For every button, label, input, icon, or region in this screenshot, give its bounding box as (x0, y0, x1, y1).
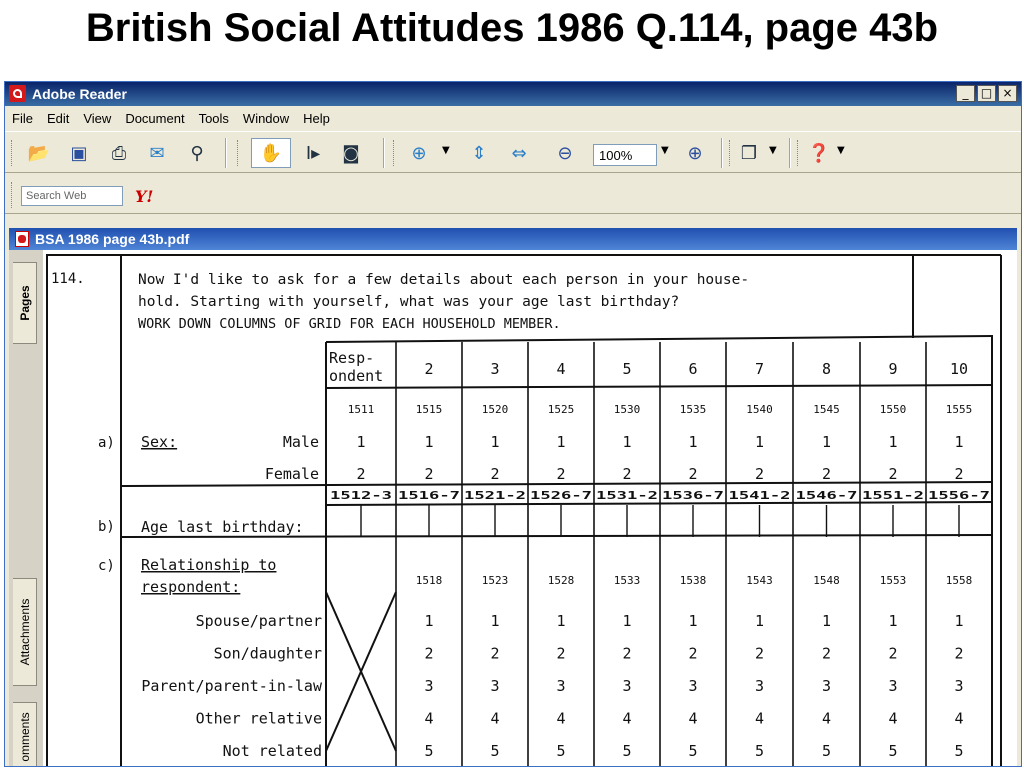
age-code: 1551-2 (862, 489, 924, 502)
fit-width-icon[interactable]: ⇔ (511, 142, 527, 164)
relationship-value: 2 (954, 644, 964, 663)
relationship-value: 4 (622, 709, 632, 728)
relationship-value: 3 (622, 677, 632, 695)
save-icon[interactable]: ▣ (70, 142, 88, 164)
chevron-down-icon[interactable]: ▼ (837, 145, 845, 156)
female-code: 2 (356, 465, 366, 483)
minimize-button[interactable]: _ (956, 85, 975, 102)
column-header: 9 (888, 360, 898, 378)
menu-document[interactable]: Document (125, 111, 185, 126)
female-code: 2 (490, 465, 500, 483)
male-code: 1 (888, 433, 898, 451)
relationship-value: 2 (622, 644, 632, 663)
toolbar-grip[interactable] (11, 140, 15, 166)
document-title: BSA 1986 page 43b.pdf (35, 231, 190, 247)
app-title: Adobe Reader (32, 86, 127, 102)
relationship-value: 5 (490, 742, 500, 760)
relationship-value: 3 (490, 677, 500, 695)
male-code: 1 (356, 433, 366, 451)
sex-heading: Sex: (141, 433, 178, 451)
age-code: 1541-2 (728, 489, 791, 502)
email-icon[interactable]: ✉ (149, 142, 165, 164)
male-code: 1 (556, 433, 566, 451)
male-code: 1 (954, 433, 964, 451)
male-label: Male (282, 433, 319, 451)
female-label: Female (264, 465, 319, 483)
age-code: 1512-3 (330, 489, 392, 502)
relationship-value: 4 (888, 709, 898, 728)
female-code: 2 (556, 465, 566, 483)
relationship-code: 1558 (945, 574, 973, 587)
navigation-pane (9, 250, 44, 766)
toolbar-grip[interactable] (729, 140, 733, 166)
relationship-value: 3 (888, 677, 898, 695)
relationship-code: 1553 (879, 574, 907, 587)
relationship-value: 5 (954, 742, 964, 760)
relationship-label: Spouse/partner (195, 612, 322, 630)
snapshot-tool-icon[interactable]: ◙ (342, 142, 360, 164)
male-code: 1 (622, 433, 632, 451)
female-code: 2 (954, 465, 964, 483)
relationship-code: 1533 (613, 574, 641, 587)
hand-tool-icon[interactable]: ✋ (251, 138, 291, 168)
relationship-value: 5 (688, 742, 698, 760)
female-code: 2 (754, 465, 765, 483)
age-code: 1526-7 (530, 489, 592, 502)
adobe-reader-logo-icon (9, 85, 26, 102)
relationship-value: 1 (954, 612, 964, 630)
relationship-label: Son/daughter (213, 644, 322, 663)
relationship-code: 1528 (547, 574, 575, 587)
sex-code: 1525 (547, 403, 575, 416)
sex-code: 1535 (679, 403, 707, 416)
relationship-label: Parent/parent-in-law (141, 677, 322, 695)
relationship-code: 1543 (746, 574, 773, 587)
yahoo-icon[interactable]: Y! (135, 187, 154, 206)
relationship-value: 4 (688, 709, 698, 728)
relationship-value: 1 (821, 612, 832, 630)
relationship-value: 4 (821, 709, 832, 728)
relationship-value: 2 (688, 644, 698, 663)
chevron-down-icon[interactable]: ▼ (442, 145, 450, 156)
column-header: 2 (424, 360, 434, 378)
relationship-value: 2 (490, 644, 500, 663)
relationship-value: 1 (622, 612, 632, 630)
relationship-heading-1: Relationship to (141, 556, 277, 574)
sex-code: 1540 (746, 403, 773, 416)
age-code: 1516-7 (398, 489, 460, 502)
female-code: 2 (821, 465, 832, 483)
toolbar-grip[interactable] (237, 140, 241, 166)
tab-attachments[interactable]: Attachments (13, 578, 37, 686)
scanned-questionnaire (43, 250, 1017, 766)
relationship-value: 4 (556, 709, 566, 728)
relationship-value: 5 (424, 742, 434, 760)
help-icon[interactable]: ❓ (807, 142, 831, 164)
menu-window[interactable]: Window (242, 111, 290, 126)
column-header: 7 (754, 360, 765, 378)
male-code: 1 (688, 433, 698, 451)
relationship-value: 3 (754, 677, 765, 695)
page-display-icon[interactable]: ❐ (740, 142, 758, 164)
relationship-value: 2 (888, 644, 898, 663)
relationship-value: 3 (424, 677, 434, 695)
slide-title: British Social Attitudes 1986 Q.114, page 43b (85, 6, 939, 50)
male-code: 1 (754, 433, 765, 451)
chevron-down-icon[interactable]: ▼ (769, 145, 777, 156)
relationship-value: 5 (754, 742, 765, 760)
relationship-value: 5 (888, 742, 898, 760)
relationship-value: 2 (754, 644, 765, 663)
relationship-code: 1523 (481, 574, 509, 587)
menu-bar (5, 107, 1021, 129)
sex-code: 1530 (613, 403, 641, 416)
relationship-heading-2: respondent: (141, 578, 241, 596)
relationship-value: 4 (490, 709, 500, 728)
search-web-input[interactable]: Search Web (21, 186, 123, 206)
relationship-label: Not related (222, 742, 322, 760)
sex-code: 1520 (481, 403, 509, 416)
relationship-value: 3 (954, 677, 964, 695)
part-a-label: a) (98, 435, 115, 451)
column-header: 3 (490, 360, 500, 378)
sex-code: 1511 (347, 403, 375, 416)
zoom-input[interactable]: 100% (593, 144, 657, 166)
question-line-2: hold. Starting with yourself, what was your age last birthday? (138, 294, 680, 310)
male-code: 1 (490, 433, 500, 451)
question-line-3: WORK DOWN COLUMNS OF GRID FOR EACH HOUSEHOLD MEMBER. (138, 316, 561, 332)
relationship-code: 1518 (415, 574, 443, 587)
relationship-value: 3 (556, 677, 566, 695)
age-code: 1531-2 (596, 489, 658, 502)
menu-view[interactable]: View (83, 111, 112, 126)
age-code: 1546-7 (795, 489, 858, 502)
search-toolbar (5, 174, 1021, 214)
adobe-reader-window (4, 81, 1022, 767)
menu-tools[interactable]: Tools (198, 111, 229, 126)
column-header: 8 (821, 360, 832, 378)
column-header: 10 (949, 360, 969, 378)
toolbar-grip[interactable] (11, 182, 15, 208)
relationship-value: 5 (556, 742, 566, 760)
sex-code: 1515 (415, 403, 443, 416)
sex-code: 1545 (813, 403, 840, 416)
close-button[interactable]: × (998, 85, 1017, 102)
select-tool-icon[interactable]: I▸ (305, 142, 321, 164)
column-header: 4 (556, 360, 566, 378)
relationship-value: 2 (821, 644, 832, 663)
relationship-value: 3 (688, 677, 698, 695)
relationship-value: 1 (490, 612, 500, 630)
column-header: ondent (329, 367, 384, 385)
part-c-label: c) (98, 558, 115, 574)
title-bar[interactable] (5, 82, 1021, 106)
column-header: 5 (622, 360, 632, 378)
relationship-value: 1 (754, 612, 765, 630)
toolbar-grip[interactable] (393, 140, 397, 166)
relationship-code: 1538 (679, 574, 707, 587)
fit-page-icon[interactable]: ⇕ (471, 142, 487, 164)
relationship-value: 3 (821, 677, 832, 695)
question-line-1: Now I'd like to ask for a few details about each person in your house- (138, 272, 750, 288)
relationship-value: 2 (556, 644, 566, 663)
menu-help[interactable]: Help (303, 111, 330, 126)
tab-pages[interactable]: Pages (13, 262, 37, 344)
find-binoculars-icon[interactable]: ⚲ (190, 142, 204, 164)
relationship-value: 4 (954, 709, 964, 728)
part-b-label: b) (98, 519, 115, 535)
relationship-value: 1 (688, 612, 698, 630)
pdf-file-icon (15, 231, 29, 247)
toolbar (5, 131, 1021, 173)
male-code: 1 (424, 433, 434, 451)
zoom-out-icon[interactable]: ⊖ (557, 142, 573, 164)
menu-file[interactable]: File (12, 111, 33, 126)
relationship-value: 5 (622, 742, 632, 760)
sex-code: 1550 (879, 403, 907, 416)
male-code: 1 (821, 433, 832, 451)
female-code: 2 (688, 465, 698, 483)
menu-edit[interactable]: Edit (46, 111, 70, 126)
relationship-value: 1 (424, 612, 434, 630)
female-code: 2 (424, 465, 434, 483)
female-code: 2 (888, 465, 898, 483)
relationship-label: Other relative (195, 709, 322, 728)
relationship-value: 4 (754, 709, 765, 728)
relationship-value: 1 (888, 612, 898, 630)
relationship-value: 1 (556, 612, 566, 630)
zoom-in-tool-icon[interactable]: ⊕ (411, 142, 427, 164)
sex-code: 1555 (945, 403, 973, 416)
tab-comments[interactable]: omments (13, 702, 37, 767)
document-title-bar[interactable] (9, 228, 1017, 250)
relationship-code: 1548 (813, 574, 840, 587)
relationship-value: 5 (821, 742, 832, 760)
age-code: 1536-7 (662, 489, 724, 502)
age-heading: Age last birthday: (141, 518, 304, 536)
column-header: Resp- (329, 349, 375, 367)
age-code: 1556-7 (928, 489, 990, 502)
open-folder-icon[interactable]: 📂 (27, 142, 51, 164)
age-code: 1521-2 (464, 489, 526, 502)
relationship-value: 2 (424, 644, 434, 663)
relationship-value: 4 (424, 709, 434, 728)
pdf-page-view[interactable] (43, 250, 1017, 766)
zoom-in-icon[interactable]: ⊕ (687, 142, 703, 164)
chevron-down-icon[interactable]: ▼ (661, 145, 669, 156)
question-number: 114. (51, 271, 85, 287)
female-code: 2 (622, 465, 632, 483)
print-icon[interactable]: ⎙ (111, 142, 127, 164)
maximize-button[interactable]: □ (977, 85, 996, 102)
column-header: 6 (688, 360, 698, 378)
toolbar-grip[interactable] (797, 140, 801, 166)
